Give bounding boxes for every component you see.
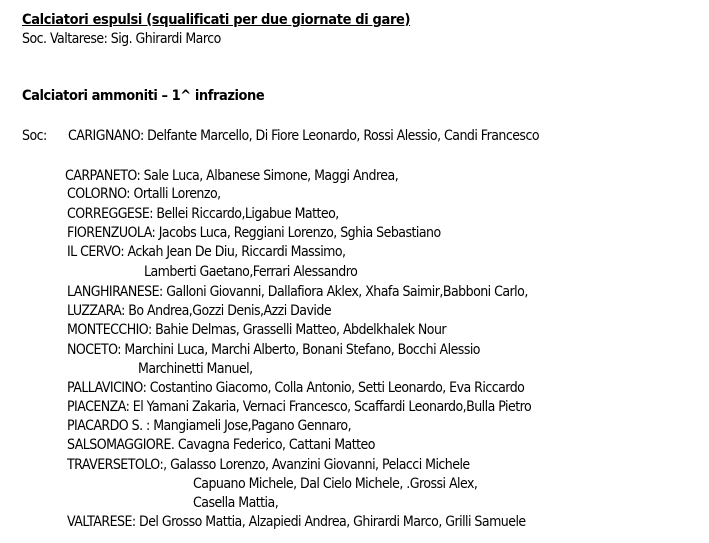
team-line: CORREGGESE: Bellei Riccardo,Ligabue Matteo, bbox=[67, 206, 339, 222]
team-line: CARIGNANO: Delfante Marcello, Di Fiore Leonardo, Rossi Alessio, Candi Francesco bbox=[68, 128, 540, 144]
team-line: NOCETO: Marchini Luca, Marchi Alberto, Bonani Stefano, Bocchi Alessio bbox=[67, 342, 480, 358]
team-line: PIACARDO S. : Mangiameli Jose,Pagano Gennaro, bbox=[67, 418, 352, 434]
team-line: FIORENZUOLA: Jacobs Luca, Reggiani Lorenzo, Sghia Sebastiano bbox=[67, 225, 441, 241]
team-line: LANGHIRANESE: Galloni Giovanni, Dallafiora Aklex, Xhafa Saimir,Babboni Carlo, bbox=[67, 284, 528, 300]
team-line: MONTECCHIO: Bahie Delmas, Grasselli Matteo, Abdelkhalek Nour bbox=[67, 322, 447, 338]
team-line: TRAVERSETOLO:, Galasso Lorenzo, Avanzini Giovanni, Pelacci Michele bbox=[67, 457, 470, 473]
team-line: IL CERVO: Ackah Jean De Diu, Riccardi Massimo, bbox=[67, 244, 346, 260]
expelled-title: Calciatori espulsi (squalificati per due giornate di gare) bbox=[22, 12, 411, 28]
team-line: CARPANETO: Sale Luca, Albanese Simone, Maggi Andrea, bbox=[65, 168, 399, 184]
cautioned-title: Calciatori ammoniti – 1^ infrazione bbox=[22, 88, 265, 104]
team-line: PIACENZA: El Yamani Zakaria, Vernaci Francesco, Scaffardi Leonardo,Bulla Pietro bbox=[67, 399, 532, 415]
team-line: COLORNO: Ortalli Lorenzo, bbox=[67, 186, 221, 202]
team-line: PALLAVICINO: Costantino Giacomo, Colla Antonio, Setti Leonardo, Eva Riccardo bbox=[67, 380, 525, 396]
team-line-continuation: Lamberti Gaetano,Ferrari Alessandro bbox=[144, 264, 358, 280]
team-line: VALTARESE: Del Grosso Mattia, Alzapiedi Andrea, Ghirardi Marco, Grilli Samuele bbox=[67, 514, 526, 530]
team-line: LUZZARA: Bo Andrea,Gozzi Denis,Azzi Davide bbox=[67, 303, 332, 319]
team-line-continuation: Capuano Michele, Dal Cielo Michele, .Grossi Alex, bbox=[193, 476, 478, 492]
team-line: SALSOMAGGIORE. Cavagna Federico, Cattani Matteo bbox=[67, 437, 375, 453]
team-line-continuation: Casella Mattia, bbox=[193, 495, 279, 511]
soc-label: Soc: bbox=[22, 128, 47, 144]
expelled-entry: Soc. Valtarese: Sig. Ghirardi Marco bbox=[22, 31, 221, 47]
team-line-continuation: Marchinetti Manuel, bbox=[138, 361, 253, 377]
